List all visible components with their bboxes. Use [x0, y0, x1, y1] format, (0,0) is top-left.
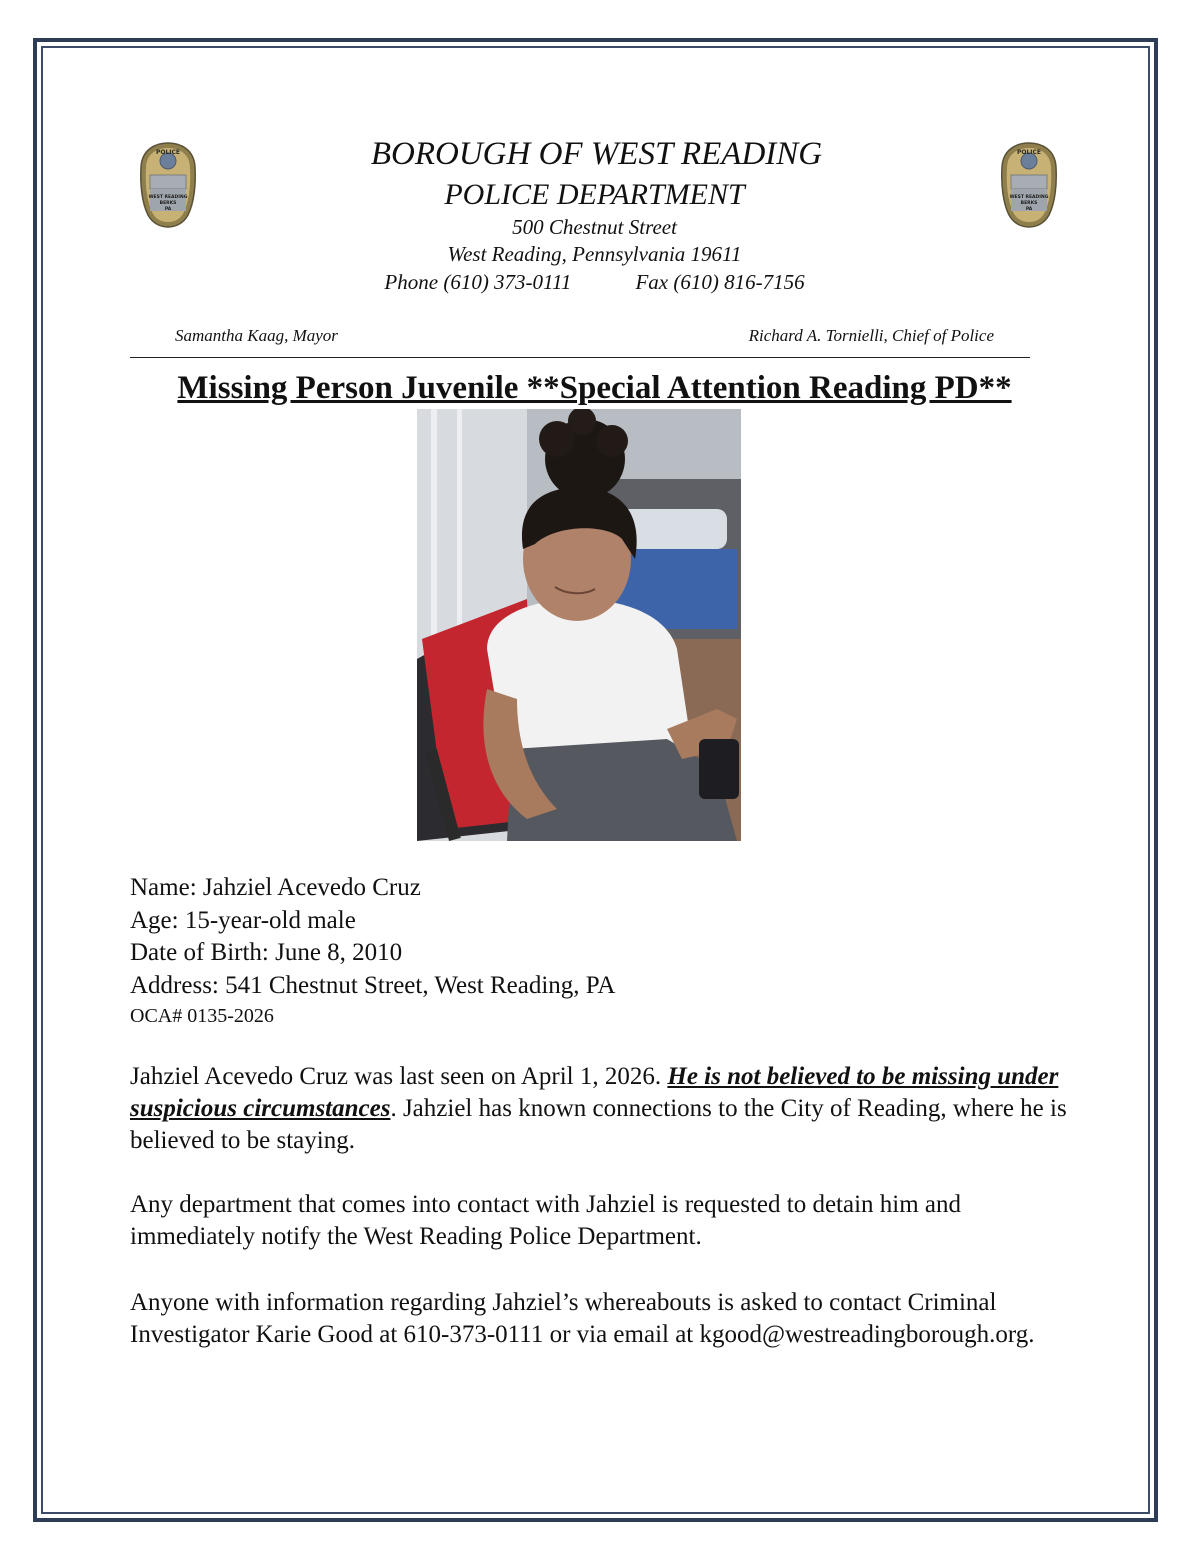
- badge-text: BERKS: [159, 201, 177, 206]
- badge-text: POLICE: [155, 149, 181, 156]
- circumstances-emphasis: He is not believed to be missing under suspicious circumstances: [130, 1063, 1059, 1122]
- notice-title: Missing Person Juvenile **Special Attention Reading PD**: [177, 370, 1012, 406]
- last-seen-text: Jahziel Acevedo Cruz was last seen on April 1, 2026.: [130, 1063, 668, 1090]
- street-address: 500 Chestnut Street: [512, 215, 677, 239]
- badge-text: POLICE: [1016, 149, 1042, 156]
- missing-person-photo: [417, 409, 741, 841]
- city-address: West Reading, Pennsylvania 19611: [447, 242, 742, 266]
- detain-request-paragraph: Any department that comes into contact with Jahziel is requested to detain him and immediately notify the West Reading Police Department.: [130, 1191, 962, 1250]
- badge-text: WEST READING: [148, 195, 188, 200]
- contact-paragraph: Anyone with information regarding Jahziel’s whereabouts is asked to contact Criminal Investigator Karie Good at 610-373-0111 or via email at kgood@westreadingborough.org.: [130, 1289, 1035, 1348]
- person-address: Address: 541 Chestnut Street, West Reading, PA: [130, 971, 616, 999]
- department-name: POLICE DEPARTMENT: [444, 178, 745, 211]
- person-name: Name: Jahziel Acevedo Cruz: [130, 874, 421, 901]
- badge-text: BERKS: [1020, 201, 1038, 206]
- contact-line: [0, 270, 1189, 295]
- person-age: Age: 15-year-old male: [130, 906, 356, 934]
- oca-number: OCA# 0135-2026: [130, 1005, 274, 1027]
- org-name: BOROUGH OF WEST READING: [370, 136, 823, 172]
- mayor-name: Samantha Kaag, Mayor: [175, 326, 338, 345]
- badge-text: PA: [164, 207, 172, 212]
- person-details: [130, 872, 615, 1030]
- chief-name: Richard A. Tornielli, Chief of Police: [748, 326, 994, 345]
- badge-text: PA: [1025, 207, 1033, 212]
- last-seen-paragraph: [130, 1061, 1080, 1157]
- person-dob: Date of Birth: June 8, 2010: [130, 939, 403, 966]
- phone-number: Phone (610) 373-0111: [384, 270, 572, 294]
- header-divider: [130, 357, 1030, 358]
- badge-text: WEST READING: [1009, 195, 1049, 200]
- fax-number: Fax (610) 816-7156: [635, 270, 805, 294]
- connections-text: . Jahziel has known connections to the City of Reading, where he is believed to be staying.: [130, 1095, 1067, 1154]
